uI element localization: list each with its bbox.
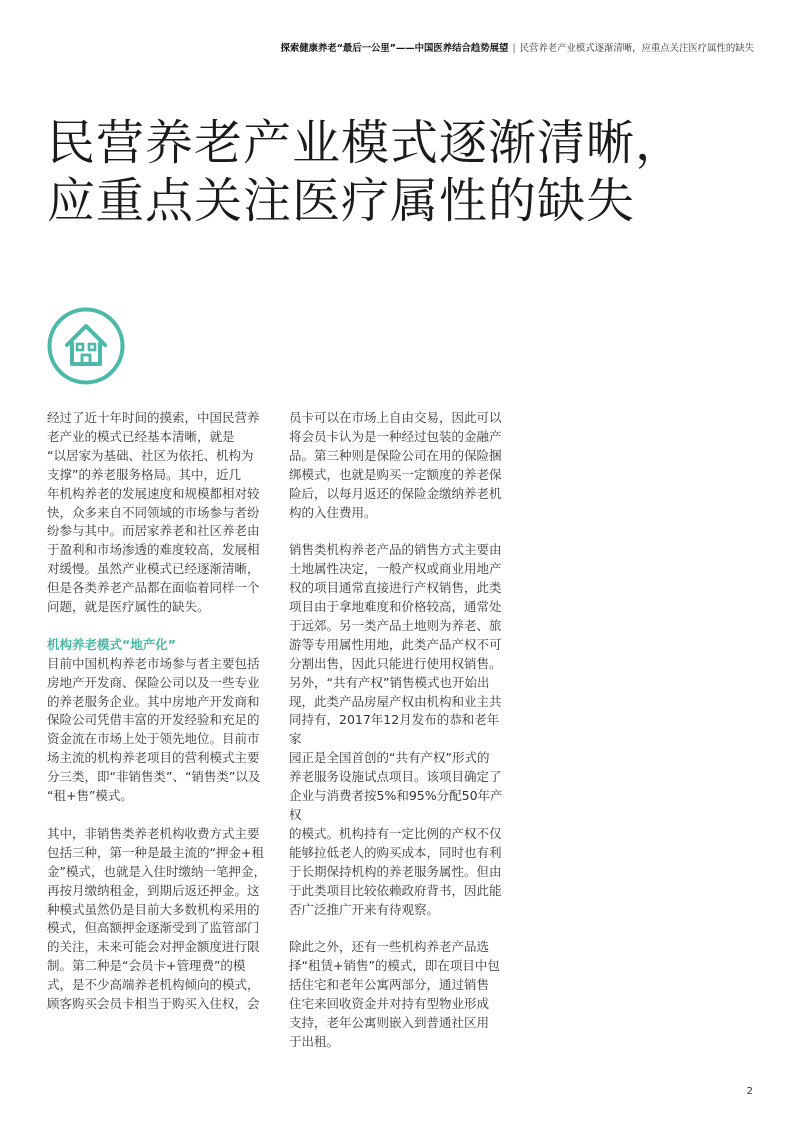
paragraph: 销售类机构养老产品的销售方式主要由 土地属性决定，一般产权或商业用地产 权的项目通常直接进行产权销售，此类 项目由于拿地难度和价格较高，通常处 于远郊。另一类产品土地则为养老、旅 游等专用属性用地，此类产品产权不可 分割出售，因此只能进行使用权销售。 另外，“共有产权”销售模式也开始出 现，此类产品房屋产权由机构和业主共 同持有，2017年12月发布的恭和老年家 园正是全国首创的“共有产权”形式的 养老服务设施试点项目。该项目确定了 企业与消费者按5%和95%分配50年产权 的模式。机构持有一定比例的产权不仅 能够拉低老人的购买成本，同时也有利 于长期保持机构的养老服务属性。但由 于此类项目比较依赖政府背书，因此能 否广泛推广开来有待观察。 — [289, 542, 503, 917]
report-title: 探索健康养老“最后一公里”——中国医养结合趋势展望 — [280, 43, 509, 54]
paragraph: 其中，非销售类养老机构收费方式主要 包括三种，第一种是最主流的“押金+租 金”模式，也就是入住时缴纳一笔押金， 再按月缴纳租金，到期后返还押金。这 种模式虽然仍是目前大多数机构采用的 模式，但高额押金逐渐受到了监管部门 的关注，未来可能会对押金额度进行限 制。第二种是“会员卡+管理费”的模 式，是不少高端养老机构倾向的模式， 顾客购买会员卡相当于购买入住权，会 — [47, 825, 266, 1012]
section-title: 民营养老产业模式逐渐清晰，应重点关注医疗属性的缺失 — [519, 43, 754, 54]
section-subheading: 机构养老模式“地产化” — [47, 636, 176, 652]
left-column — [47, 409, 267, 1014]
right-column — [289, 409, 511, 1052]
page-title-line-2: 应重点关注医疗属性的缺失 — [47, 173, 636, 229]
paragraph: 员卡可以在市场上自由交易，因此可以 将会员卡认为是一种经过包装的金融产 品。第三种则是保险公司在用的保险捆 绑模式，也就是购买一定额度的养老保 险后，以每月返还的保险金缴纳养老机 构的入住费用。 — [289, 410, 502, 520]
paragraph: 经过了近十年时间的摸索，中国民营养 老产业的模式已经基本清晰，就是 “以居家为基础、社区为依托、机构为 支撑”的养老服务格局。其中，近几 年机构养老的发展速度和规模都相对较 快，众多来自不同领域的市场参与者纷 纷参与其中。而居家养老和社区养老由 于盈利和市场渗透的难度较高，发展相 对缓慢。虽然产业模式已经逐渐清晰， 但是各类养老产品都在面临着同样一个 问题，就是医疗属性的缺失。 — [47, 410, 260, 615]
house-icon — [46, 306, 126, 386]
header-separator: | — [512, 43, 516, 54]
paragraph: 除此之外，还有一些机构养老产品选 择“租赁+销售”的模式，即在项目中包 括住宅和老年公寓两部分，通过销售 住宅来回收资金并对持有型物业形成 支持，老年公寓则嵌入到普通社区用 于出租。 — [289, 939, 500, 1049]
running-header — [150, 40, 754, 54]
page-title — [47, 114, 767, 230]
page-number: 2 — [746, 1086, 753, 1097]
paragraph: 目前中国机构养老市场参与者主要包括 房地产开发商、保险公司以及一些专业 的养老服务企业。其中房地产开发商和 保险公司凭借丰富的开发经验和充足的 资金流在市场上处于领先地位。目前市 场主流的机构养老项目的营利模式主要 分三类，即“非销售类”、“销售类”以及 “租+售”模式。 — [47, 655, 261, 804]
page-title-line-1: 民营养老产业模式逐渐清晰， — [47, 115, 685, 171]
